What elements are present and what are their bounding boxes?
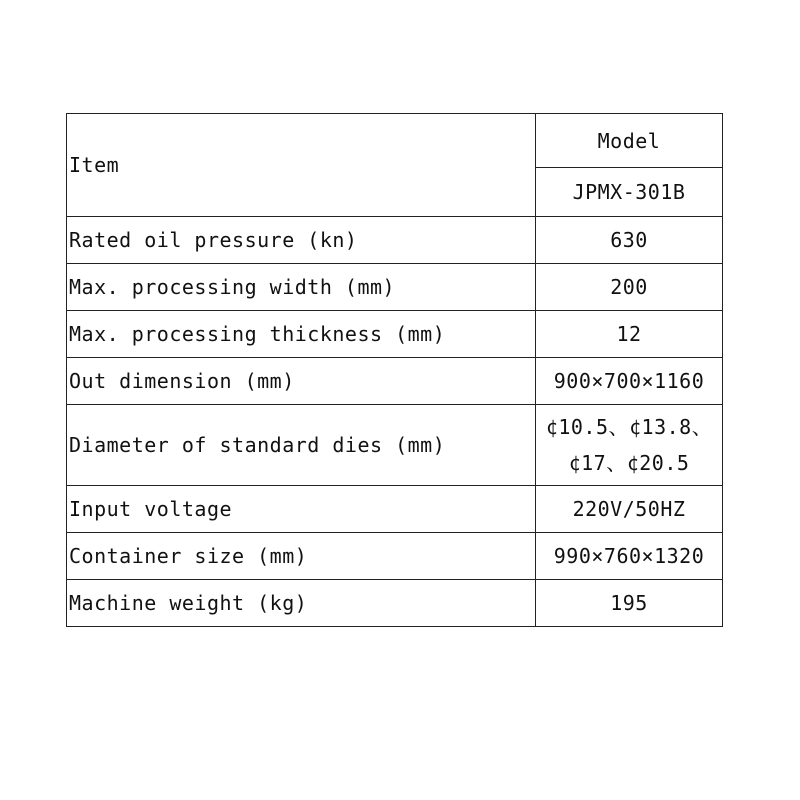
- spec-label-cell: Machine weight (kg): [67, 580, 536, 627]
- header-row-model: [67, 114, 723, 168]
- spec-value-cell: 200: [536, 264, 723, 311]
- spec-value-cell: 900×700×1160: [536, 358, 723, 405]
- table-row: [67, 405, 723, 486]
- spec-label-cell: Input voltage: [67, 486, 536, 533]
- spec-value-cell: 220V/50HZ: [536, 486, 723, 533]
- spec-label-cell: Diameter of standard dies (mm): [67, 405, 536, 486]
- spec-label-cell: Max. processing thickness (mm): [67, 311, 536, 358]
- spec-value-cell: 195: [536, 580, 723, 627]
- spec-label-cell: Rated oil pressure (kn): [67, 217, 536, 264]
- model-value-cell: JPMX-301B: [536, 168, 723, 217]
- table-row: [67, 358, 723, 405]
- spec-label-cell: Max. processing width (mm): [67, 264, 536, 311]
- spec-label-cell: Container size (mm): [67, 533, 536, 580]
- item-header-cell: Item: [67, 114, 536, 217]
- table-row: [67, 264, 723, 311]
- table-row: [67, 486, 723, 533]
- spec-value-cell: 630: [536, 217, 723, 264]
- spec-value-cell: 12: [536, 311, 723, 358]
- table-row: [67, 217, 723, 264]
- spec-label-cell: Out dimension (mm): [67, 358, 536, 405]
- table-row: [67, 311, 723, 358]
- specification-table: [66, 113, 723, 627]
- spec-value-cell: [536, 405, 723, 486]
- table-row: [67, 580, 723, 627]
- dies-value-line-2: ¢17、¢20.5: [568, 451, 690, 475]
- spec-value-cell: 990×760×1320: [536, 533, 723, 580]
- table-row: [67, 533, 723, 580]
- model-header-cell: Model: [536, 114, 723, 168]
- dies-value-line-1: ¢10.5、¢13.8、: [545, 415, 713, 439]
